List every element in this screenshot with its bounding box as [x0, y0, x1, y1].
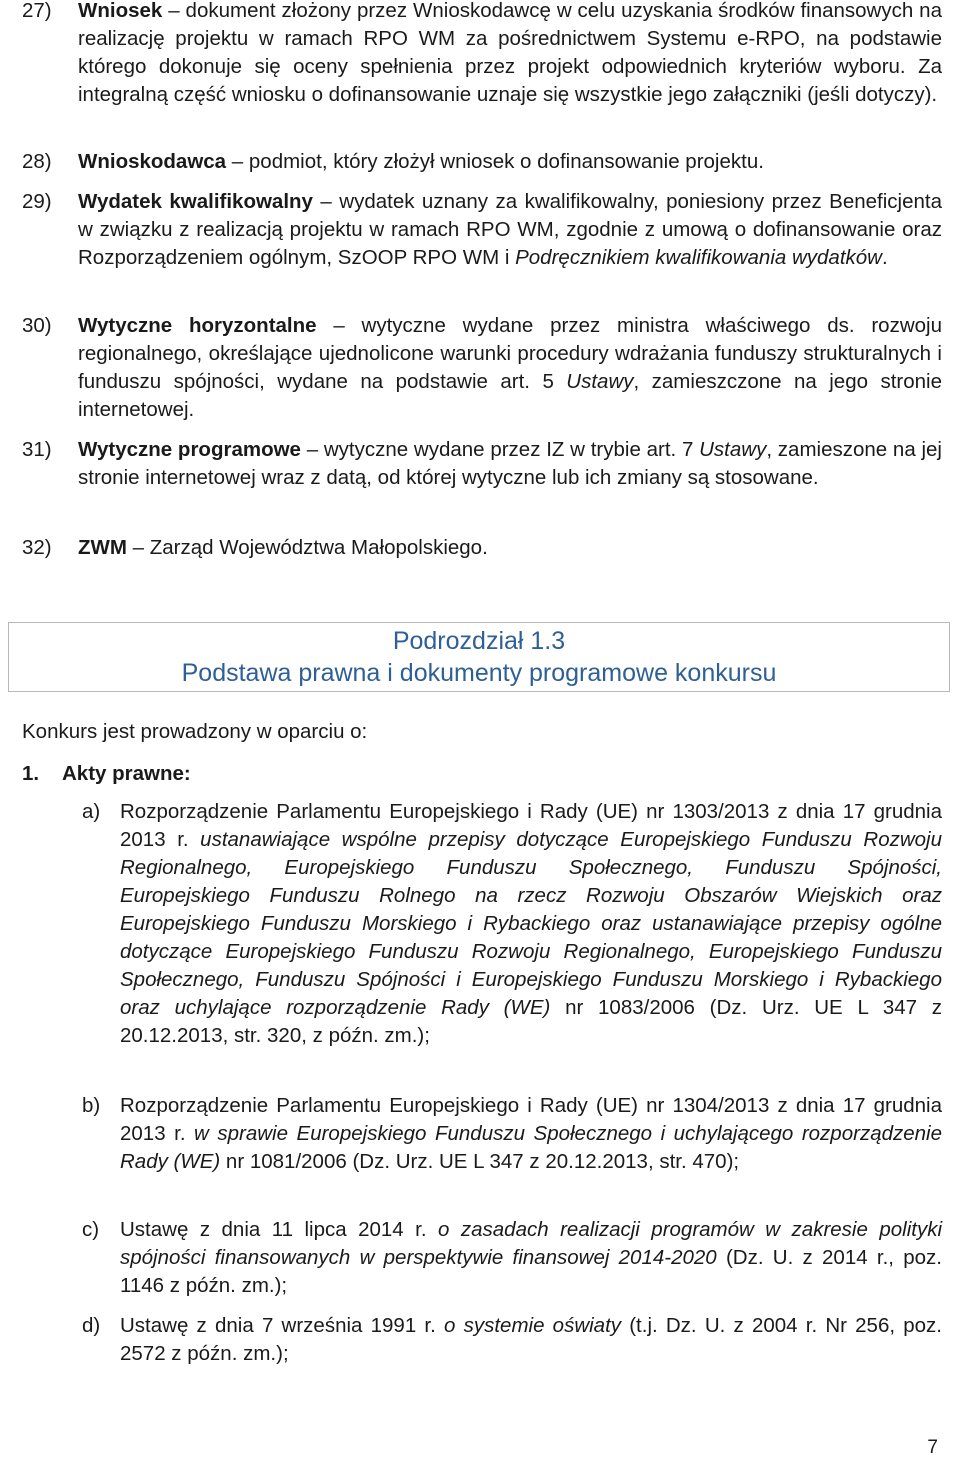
- legal-act-title: ustanawiające wspólne przepisy dotyczące Europejskiego Funduszu Rozwoju Regionalnego, Europejskiego Funduszu Społecznego, Funduszu Spójności, Europejskiego Funduszu Rolnego na rzecz Rozwoju Obszarów Wiejskich oraz Europejskiego Funduszu Morskiego i Rybackiego oraz ustanawiające przepisy ogólne dotyczące Europejskiego Funduszu Rozwoju Regionalnego, Europejskiego Funduszu Społecznego, Funduszu Spójności i Europejskiego Funduszu Morskiego i Rybackiego oraz uchylające rozporządzenie Rady (WE): [120, 828, 943, 1019]
- definition-tail: , zamieszczone na jego stronie internetowej.: [78, 370, 942, 421]
- definition-number: 32): [22, 536, 52, 559]
- definition-text: – dokument złożony przez Wnioskodawcę w celu uzyskania środków finansowych na realizację projektu w ramach RPO WM za pośrednictwem Systemu e-RPO, na podstawie którego dokonuje się oceny spełnienia przez projekt odpowiednich kryteriów wyboru. Za integralną część wniosku o dofinansowanie uznaje się wszystkie jego załączniki (jeśli dotyczy).: [78, 0, 942, 106]
- definition-text: – wydatek uznany za kwalifikowalny, poniesiony przez Beneficjenta w związku z realizacją projektu w ramach RPO WM, zgodnie z umową o dofinansowanie oraz Rozporządzeniem ogólnym, SzOOP RPO WM i: [78, 190, 943, 269]
- legal-act-body: [120, 1216, 942, 1300]
- legal-act-plain: Rozporządzenie Parlamentu Europejskiego i Rady (UE) nr 1303/2013 z dnia 17 grudnia 2013 r.: [120, 800, 942, 851]
- definition-number: 27): [22, 0, 52, 22]
- definition-text: – wytyczne wydane przez IZ w trybie art. 7: [300, 438, 700, 461]
- legal-act-item: [82, 1092, 942, 1176]
- section-title: Podrozdział 1.3: [392, 627, 566, 655]
- section-heading: [8, 622, 950, 692]
- definition-term: Wniosek: [78, 0, 163, 22]
- definition-item: [22, 534, 942, 562]
- legal-act-title: w sprawie Europejskiego Funduszu Społecznego i uchylającego rozporządzenie Rady (WE): [120, 1122, 942, 1173]
- definition-italic: Ustawy: [699, 438, 767, 461]
- legal-act-plain: Rozporządzenie Parlamentu Europejskiego i Rady (UE) nr 1304/2013 z dnia 17 grudnia 2013 r.: [120, 1094, 942, 1145]
- legal-act-tail: nr 1081/2006 (Dz. Urz. UE L 347 z 20.12.2013, str. 470);: [220, 1150, 740, 1173]
- legal-act-tail: (Dz. U. z 2014 r., poz. 1146 z późn. zm.);: [120, 1246, 942, 1297]
- legal-act-title: o systemie oświaty: [444, 1314, 622, 1337]
- definition-term: Wnioskodawca: [78, 150, 227, 173]
- legal-act-letter: d): [82, 1314, 101, 1337]
- definition-tail: , zamieszone na jej stronie internetowej wraz z datą, od której wytyczne lub ich zmiany są stosowane.: [78, 438, 942, 489]
- page-number: 7: [927, 1437, 938, 1458]
- intro-text: Konkurs jest prowadzony w oparciu o:: [22, 720, 368, 743]
- definition-body: [78, 148, 942, 176]
- definition-item: [22, 188, 942, 272]
- definition-body: [78, 0, 942, 109]
- legal-act-item: [82, 798, 942, 1050]
- definition-term: Wytyczne horyzontalne: [78, 314, 317, 337]
- definition-text: – Zarząd Województwa Małopolskiego.: [126, 536, 488, 559]
- definition-item: [22, 148, 942, 176]
- legal-act-plain: Ustawę z dnia 11 lipca 2014 r.: [120, 1218, 439, 1241]
- legal-act-plain: Ustawę z dnia 7 września 1991 r.: [120, 1314, 444, 1337]
- legal-act-item: [82, 1312, 942, 1368]
- definition-body: [78, 436, 942, 492]
- legal-act-letter: c): [82, 1218, 100, 1241]
- legal-act-letter: a): [82, 800, 101, 823]
- definition-body: [78, 312, 942, 424]
- definition-term: Wydatek kwalifikowalny: [78, 190, 313, 213]
- definition-item: [22, 312, 942, 424]
- definition-item: [22, 436, 942, 492]
- definition-number: 28): [22, 150, 52, 173]
- definition-italic: Podręcznikiem kwalifikowania wydatków: [515, 246, 882, 269]
- definition-number: 30): [22, 314, 52, 337]
- legal-act-body: [120, 1312, 942, 1368]
- subheading-label: Akty prawne:: [62, 762, 191, 785]
- legal-act-body: [120, 798, 942, 1050]
- subheading: [22, 760, 191, 788]
- definition-body: [78, 188, 942, 272]
- definition-number: 29): [22, 190, 52, 213]
- definition-item: [22, 0, 942, 109]
- subheading-number: 1.: [22, 762, 40, 785]
- definition-term: ZWM: [78, 536, 127, 559]
- section-subtitle: Podstawa prawna i dokumenty programowe konkursu: [181, 659, 777, 687]
- legal-act-letter: b): [82, 1094, 101, 1117]
- legal-act-tail: (t.j. Dz. U. z 2004 r. Nr 256, poz. 2572 z późn. zm.);: [120, 1314, 942, 1365]
- legal-act-title: o zasadach realizacji programów w zakresie polityki spójności finansowanych w perspektywie finansowej 2014-2020: [120, 1218, 943, 1269]
- definition-text: – podmiot, który złożył wniosek o dofinansowanie projektu.: [226, 150, 764, 173]
- legal-act-item: [82, 1216, 942, 1300]
- definition-body: [78, 534, 942, 562]
- legal-act-body: [120, 1092, 942, 1176]
- definition-text: – wytyczne wydane przez ministra właściwego ds. rozwoju regionalnego, określające ujednolicone warunki procedury wdrażania funduszy strukturalnych i funduszu spójności, wydane na podstawie art. 5: [78, 314, 942, 393]
- definition-tail: .: [881, 246, 888, 269]
- legal-act-tail: nr 1083/2006 (Dz. Urz. UE L 347 z 20.12.2013, str. 320, z późn. zm.);: [120, 996, 942, 1047]
- definition-italic: Ustawy: [566, 370, 634, 393]
- definition-number: 31): [22, 438, 52, 461]
- definition-term: Wytyczne programowe: [78, 438, 301, 461]
